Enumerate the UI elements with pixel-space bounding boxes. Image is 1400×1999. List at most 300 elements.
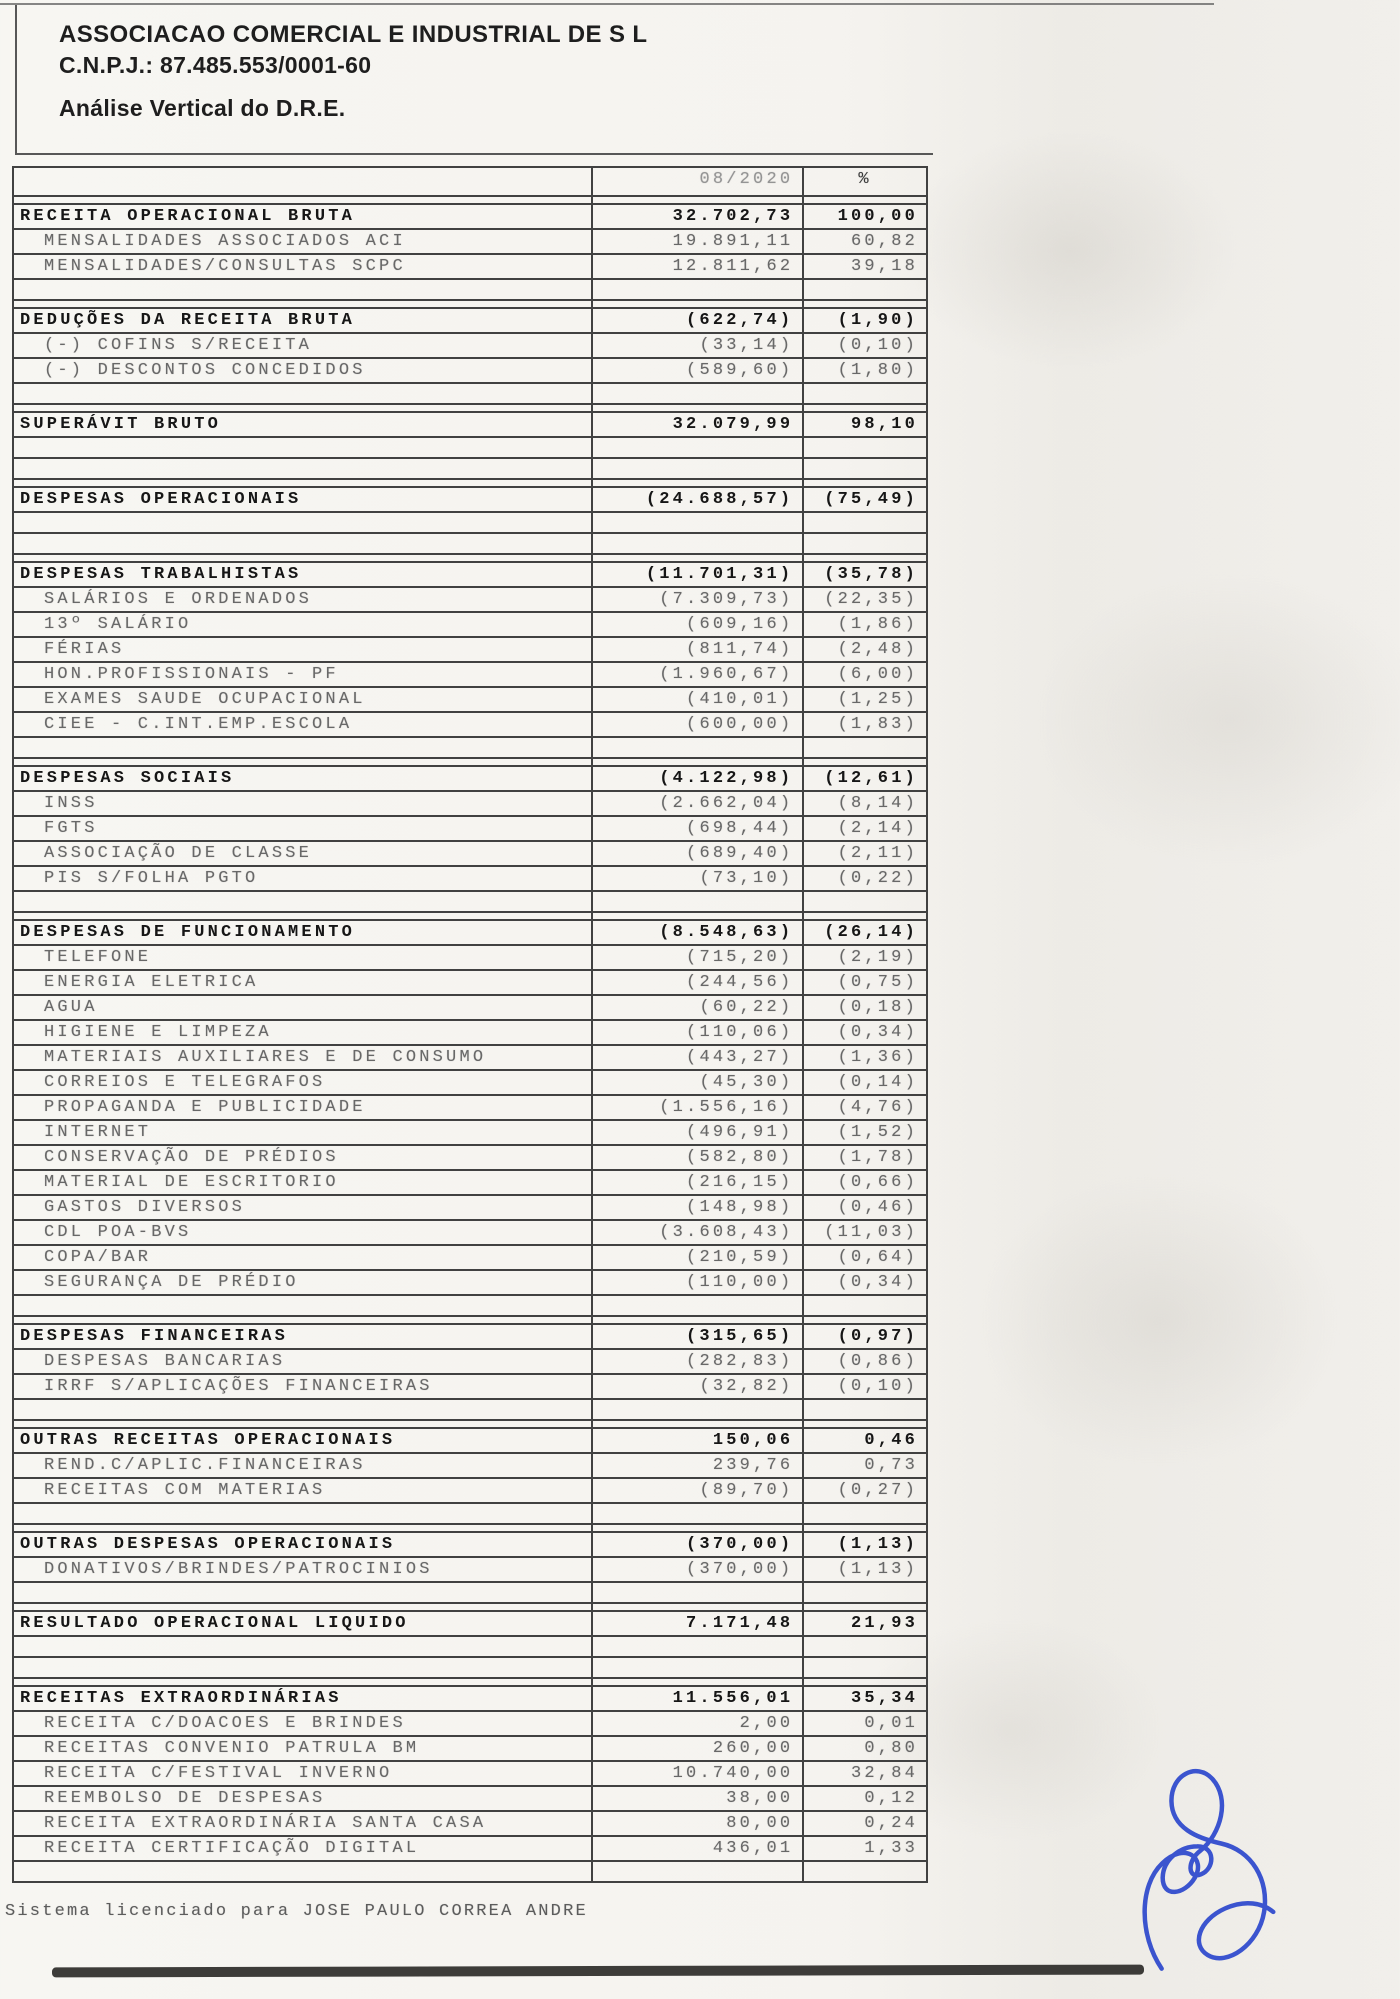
table-row (12, 309, 928, 334)
row-value: (32,82) (591, 1375, 803, 1398)
row-label: DESPESAS TRABALHISTAS (20, 565, 302, 584)
row-value: (622,74) (591, 309, 803, 332)
row-label: RECEITA EXTRAORDINÁRIA SANTA CASA (44, 1814, 487, 1833)
row-value: 32.702,73 (591, 205, 803, 228)
gap-label-cell (14, 1525, 591, 1531)
table-row (12, 688, 928, 713)
row-value: 7.171,48 (591, 1612, 803, 1635)
report-header (15, 5, 933, 155)
row-percent: (0,34) (802, 1021, 926, 1044)
row-percent: (2,19) (802, 946, 926, 969)
row-value: (73,10) (591, 867, 803, 890)
spacer-percent-cell (802, 1583, 926, 1602)
table-row (12, 1737, 928, 1762)
row-value: (1.960,67) (591, 663, 803, 686)
row-value: 10.740,00 (591, 1762, 803, 1785)
table-row (12, 1454, 928, 1479)
table-row (12, 1171, 928, 1196)
spacer-row (12, 459, 928, 480)
row-label: MATERIAL DE ESCRITORIO (44, 1173, 339, 1192)
row-value: (609,16) (591, 613, 803, 636)
row-label: MATERIAIS AUXILIARES E DE CONSUMO (44, 1048, 487, 1067)
gap-label-cell (14, 913, 591, 919)
gap-percent-cell (802, 1679, 926, 1685)
row-percent: 39,18 (802, 255, 926, 278)
spacer-row (12, 1583, 928, 1604)
row-label: PROPAGANDA E PUBLICIDADE (44, 1098, 366, 1117)
table-row (12, 817, 928, 842)
table-row (12, 638, 928, 663)
spacer-percent-cell (802, 1862, 926, 1881)
row-value: (216,15) (591, 1171, 803, 1194)
row-percent: (0,34) (802, 1271, 926, 1294)
spacer-row (12, 280, 928, 301)
row-percent: (2,48) (802, 638, 926, 661)
table-header-empty-cell (14, 168, 591, 195)
row-percent: (11,03) (802, 1221, 926, 1244)
dre-table (12, 166, 928, 1883)
spacer-value-cell (591, 280, 803, 299)
row-label: RECEITA C/DOACOES E BRINDES (44, 1714, 406, 1733)
row-label: OUTRAS DESPESAS OPERACIONAIS (20, 1535, 396, 1554)
spacer-value-cell (591, 738, 803, 757)
spacer-value-cell (591, 1637, 803, 1656)
row-value: 2,00 (591, 1712, 803, 1735)
gap-label-cell (14, 1421, 591, 1427)
row-label: TELEFONE (44, 948, 152, 967)
table-row (12, 205, 928, 230)
row-percent: 98,10 (802, 413, 926, 436)
spacer-label-cell (14, 738, 591, 757)
row-label: DESPESAS DE FUNCIONAMENTO (20, 923, 356, 942)
spacer-percent-cell (802, 280, 926, 299)
gap-percent-cell (802, 1421, 926, 1427)
table-row (12, 792, 928, 817)
row-value: (110,00) (591, 1271, 803, 1294)
row-value: (89,70) (591, 1479, 803, 1502)
table-row (12, 488, 928, 513)
row-value: 19.891,11 (591, 230, 803, 253)
row-value: (148,98) (591, 1196, 803, 1219)
table-row (12, 1837, 928, 1862)
row-label: RECEITA CERTIFICAÇÃO DIGITAL (44, 1839, 420, 1858)
row-value: (45,30) (591, 1071, 803, 1094)
row-percent: 60,82 (802, 230, 926, 253)
row-percent: 0,73 (802, 1454, 926, 1477)
spacer-label-cell (14, 1400, 591, 1419)
row-label: HIGIENE E LIMPEZA (44, 1023, 272, 1042)
row-label: RECEITAS CONVENIO PATRULA BM (44, 1739, 420, 1758)
row-label: SUPERÁVIT BRUTO (20, 415, 222, 434)
row-percent: (2,11) (802, 842, 926, 865)
table-row (12, 1429, 928, 1454)
ruled-gap-row (12, 1317, 928, 1325)
gap-value-cell (591, 913, 803, 919)
row-value: (410,01) (591, 688, 803, 711)
table-row (12, 996, 928, 1021)
row-percent: (0,97) (802, 1325, 926, 1348)
ruled-gap-row (12, 913, 928, 921)
table-header-row (12, 168, 928, 197)
row-value: (315,65) (591, 1325, 803, 1348)
spacer-value-cell (591, 438, 803, 457)
row-percent: 0,46 (802, 1429, 926, 1452)
row-percent: (1,52) (802, 1121, 926, 1144)
row-label: PIS S/FOLHA PGTO (44, 869, 259, 888)
row-value: (811,74) (591, 638, 803, 661)
table-row (12, 1096, 928, 1121)
row-label: (-) DESCONTOS CONCEDIDOS (44, 361, 366, 380)
gap-label-cell (14, 405, 591, 411)
ruled-gap-row (12, 301, 928, 309)
gap-value-cell (591, 1604, 803, 1610)
row-value: (4.122,98) (591, 767, 803, 790)
scan-bottom-edge (52, 1965, 1144, 1978)
row-label: RECEITA OPERACIONAL BRUTA (20, 207, 356, 226)
row-percent: (1,25) (802, 688, 926, 711)
row-value: (2.662,04) (591, 792, 803, 815)
table-row (12, 1146, 928, 1171)
spacer-label-cell (14, 1637, 591, 1656)
gap-percent-cell (802, 913, 926, 919)
gap-value-cell (591, 1525, 803, 1531)
spacer-percent-cell (802, 1658, 926, 1677)
spacer-row (12, 384, 928, 405)
row-value: (600,00) (591, 713, 803, 736)
table-row (12, 921, 928, 946)
spacer-row (12, 1637, 928, 1658)
gap-value-cell (591, 197, 803, 203)
table-row (12, 1246, 928, 1271)
row-percent: 100,00 (802, 205, 926, 228)
spacer-row (12, 1504, 928, 1525)
row-label: IRRF S/APLICAÇÕES FINANCEIRAS (44, 1377, 433, 1396)
row-label: REND.C/APLIC.FINANCEIRAS (44, 1456, 366, 1475)
row-value: (443,27) (591, 1046, 803, 1069)
row-percent: (0,27) (802, 1479, 926, 1502)
row-label: INSS (44, 794, 98, 813)
spacer-value-cell (591, 384, 803, 403)
spacer-label-cell (14, 892, 591, 911)
ruled-gap-row (12, 1604, 928, 1612)
spacer-value-cell (591, 534, 803, 553)
row-percent: 0,80 (802, 1737, 926, 1760)
table-row (12, 713, 928, 738)
row-value: (244,56) (591, 971, 803, 994)
spacer-value-cell (591, 459, 803, 478)
row-value: 80,00 (591, 1812, 803, 1835)
row-percent: (12,61) (802, 767, 926, 790)
row-label: DESPESAS SOCIAIS (20, 769, 235, 788)
row-value: (698,44) (591, 817, 803, 840)
gap-percent-cell (802, 301, 926, 307)
spacer-percent-cell (802, 513, 926, 532)
ruled-gap-row (12, 480, 928, 488)
table-row (12, 1046, 928, 1071)
gap-label-cell (14, 759, 591, 765)
gap-label-cell (14, 301, 591, 307)
spacer-row (12, 1296, 928, 1317)
gap-value-cell (591, 555, 803, 561)
row-percent: (0,66) (802, 1171, 926, 1194)
row-percent: 0,24 (802, 1812, 926, 1835)
row-percent: (1,13) (802, 1558, 926, 1581)
table-row (12, 1325, 928, 1350)
row-label: DONATIVOS/BRINDES/PATROCINIOS (44, 1560, 433, 1579)
table-row (12, 946, 928, 971)
spacer-percent-cell (802, 459, 926, 478)
row-percent: (0,86) (802, 1350, 926, 1373)
row-value: (3.608,43) (591, 1221, 803, 1244)
row-value: (11.701,31) (591, 563, 803, 586)
row-value: 436,01 (591, 1837, 803, 1860)
ruled-gap-row (12, 1525, 928, 1533)
table-row (12, 413, 928, 438)
table-row (12, 1350, 928, 1375)
row-value: 150,06 (591, 1429, 803, 1452)
gap-value-cell (591, 480, 803, 486)
row-label: HON.PROFISSIONAIS - PF (44, 665, 339, 684)
row-value: (370,00) (591, 1533, 803, 1556)
row-label: RESULTADO OPERACIONAL LIQUIDO (20, 1614, 409, 1633)
spacer-row (12, 738, 928, 759)
spacer-percent-cell (802, 892, 926, 911)
spacer-value-cell (591, 1583, 803, 1602)
row-value: 11.556,01 (591, 1687, 803, 1710)
gap-label-cell (14, 555, 591, 561)
table-row (12, 1762, 928, 1787)
gap-percent-cell (802, 759, 926, 765)
table-row (12, 1375, 928, 1400)
table-row (12, 867, 928, 892)
row-label: GASTOS DIVERSOS (44, 1198, 246, 1217)
gap-label-cell (14, 1317, 591, 1323)
gap-value-cell (591, 759, 803, 765)
table-row (12, 1479, 928, 1504)
spacer-percent-cell (802, 534, 926, 553)
row-label: RECEITAS COM MATERIAS (44, 1481, 326, 1500)
license-footer: Sistema licenciado para JOSE PAULO CORREA ANDRE (5, 1902, 588, 1921)
table-row (12, 1558, 928, 1583)
table-row (12, 563, 928, 588)
row-percent: (1,90) (802, 309, 926, 332)
row-label: ENERGIA ELETRICA (44, 973, 259, 992)
spacer-percent-cell (802, 384, 926, 403)
table-row (12, 1071, 928, 1096)
row-label: SALÁRIOS E ORDENADOS (44, 590, 313, 609)
ruled-gap-row (12, 405, 928, 413)
row-label: CORREIOS E TELEGRAFOS (44, 1073, 326, 1092)
table-row (12, 971, 928, 996)
row-percent: (0,64) (802, 1246, 926, 1269)
ruled-gap-row (12, 197, 928, 205)
spacer-label-cell (14, 384, 591, 403)
spacer-row (12, 892, 928, 913)
spacer-label-cell (14, 1862, 591, 1881)
row-percent: (0,46) (802, 1196, 926, 1219)
row-percent: 1,33 (802, 1837, 926, 1860)
spacer-label-cell (14, 438, 591, 457)
row-value: (282,83) (591, 1350, 803, 1373)
row-percent: (0,18) (802, 996, 926, 1019)
table-row (12, 255, 928, 280)
row-percent: 32,84 (802, 1762, 926, 1785)
table-row (12, 1221, 928, 1246)
table-row (12, 1712, 928, 1737)
row-label: FÉRIAS (44, 640, 125, 659)
spacer-value-cell (591, 513, 803, 532)
table-row (12, 1687, 928, 1712)
gap-percent-cell (802, 480, 926, 486)
row-percent: (0,14) (802, 1071, 926, 1094)
row-percent: (4,76) (802, 1096, 926, 1119)
row-label: SEGURANÇA DE PRÉDIO (44, 1273, 299, 1292)
gap-label-cell (14, 197, 591, 203)
row-value: (8.548,63) (591, 921, 803, 944)
row-percent: 21,93 (802, 1612, 926, 1635)
row-percent: (0,75) (802, 971, 926, 994)
table-row (12, 1812, 928, 1837)
gap-percent-cell (802, 1317, 926, 1323)
gap-value-cell (591, 405, 803, 411)
table-row (12, 767, 928, 792)
gap-label-cell (14, 480, 591, 486)
gap-percent-cell (802, 1525, 926, 1531)
row-percent: (6,00) (802, 663, 926, 686)
row-label: DESPESAS BANCARIAS (44, 1352, 286, 1371)
spacer-label-cell (14, 280, 591, 299)
row-value: 12.811,62 (591, 255, 803, 278)
row-percent: (22,35) (802, 588, 926, 611)
row-value: 32.079,99 (591, 413, 803, 436)
gap-percent-cell (802, 555, 926, 561)
row-value: 239,76 (591, 1454, 803, 1477)
spacer-value-cell (591, 892, 803, 911)
signature (1083, 1735, 1304, 1999)
gap-percent-cell (802, 405, 926, 411)
spacer-row (12, 1658, 928, 1679)
gap-value-cell (591, 1421, 803, 1427)
row-percent: (1,78) (802, 1146, 926, 1169)
table-row (12, 334, 928, 359)
row-label: FGTS (44, 819, 98, 838)
row-label: MENSALIDADES/CONSULTAS SCPC (44, 257, 406, 276)
row-label: CONSERVAÇÃO DE PRÉDIOS (44, 1148, 339, 1167)
report-title: Análise Vertical do D.R.E. (59, 95, 346, 121)
row-percent: (1,83) (802, 713, 926, 736)
gap-percent-cell (802, 197, 926, 203)
row-value: (689,40) (591, 842, 803, 865)
row-value: (110,06) (591, 1021, 803, 1044)
spacer-label-cell (14, 1296, 591, 1315)
table-row (12, 230, 928, 255)
spacer-value-cell (591, 1296, 803, 1315)
row-label: COPA/BAR (44, 1248, 152, 1267)
row-value: (582,80) (591, 1146, 803, 1169)
row-label: OUTRAS RECEITAS OPERACIONAIS (20, 1431, 396, 1450)
row-label: DEDUÇÕES DA RECEITA BRUTA (20, 311, 356, 330)
row-percent: (1,86) (802, 613, 926, 636)
signature-stroke (1111, 1761, 1281, 1975)
table-row (12, 842, 928, 867)
row-percent: 35,34 (802, 1687, 926, 1710)
spacer-row (12, 1862, 928, 1883)
row-label: RECEITAS EXTRAORDINÁRIAS (20, 1689, 342, 1708)
table-row (12, 1787, 928, 1812)
row-value: 38,00 (591, 1787, 803, 1810)
table-row (12, 1021, 928, 1046)
spacer-percent-cell (802, 1504, 926, 1523)
spacer-value-cell (591, 1504, 803, 1523)
table-row (12, 1612, 928, 1637)
period-column-header: 08/2020 (591, 168, 803, 195)
row-label: DESPESAS FINANCEIRAS (20, 1327, 289, 1346)
row-label: REEMBOLSO DE DESPESAS (44, 1789, 326, 1808)
ruled-gap-row (12, 555, 928, 563)
row-percent: (8,14) (802, 792, 926, 815)
row-percent: (0,10) (802, 1375, 926, 1398)
ruled-gap-row (12, 1679, 928, 1687)
gap-label-cell (14, 1679, 591, 1685)
row-label: AGUA (44, 998, 98, 1017)
row-percent: 0,01 (802, 1712, 926, 1735)
table-row (12, 1121, 928, 1146)
row-percent: (1,36) (802, 1046, 926, 1069)
row-percent: (0,22) (802, 867, 926, 890)
row-label: ASSOCIAÇÃO DE CLASSE (44, 844, 313, 863)
spacer-percent-cell (802, 1637, 926, 1656)
row-percent: (75,49) (802, 488, 926, 511)
spacer-percent-cell (802, 1400, 926, 1419)
row-label: INTERNET (44, 1123, 152, 1142)
row-label: RECEITA C/FESTIVAL INVERNO (44, 1764, 393, 1783)
row-label: CDL POA-BVS (44, 1223, 192, 1242)
row-percent: (35,78) (802, 563, 926, 586)
row-value: (1.556,16) (591, 1096, 803, 1119)
table-row (12, 663, 928, 688)
row-percent: (0,10) (802, 334, 926, 357)
row-label: MENSALIDADES ASSOCIADOS ACI (44, 232, 406, 251)
ruled-gap-row (12, 759, 928, 767)
row-label: (-) COFINS S/RECEITA (44, 336, 313, 355)
spacer-label-cell (14, 1583, 591, 1602)
row-value: (715,20) (591, 946, 803, 969)
spacer-value-cell (591, 1862, 803, 1881)
row-value: (210,59) (591, 1246, 803, 1269)
spacer-label-cell (14, 534, 591, 553)
percent-column-header: % (802, 168, 926, 195)
table-row (12, 613, 928, 638)
gap-percent-cell (802, 1604, 926, 1610)
company-cnpj: C.N.P.J.: 87.485.553/0001-60 (59, 52, 372, 78)
spacer-value-cell (591, 1400, 803, 1419)
gap-label-cell (14, 1604, 591, 1610)
spacer-label-cell (14, 1504, 591, 1523)
row-percent: 0,12 (802, 1787, 926, 1810)
row-value: (589,60) (591, 359, 803, 382)
gap-value-cell (591, 1679, 803, 1685)
company-name: ASSOCIACAO COMERCIAL E INDUSTRIAL DE S L (59, 21, 648, 48)
table-row (12, 588, 928, 613)
row-value: (496,91) (591, 1121, 803, 1144)
row-label: DESPESAS OPERACIONAIS (20, 490, 302, 509)
table-row (12, 359, 928, 384)
ruled-gap-row (12, 1421, 928, 1429)
spacer-row (12, 438, 928, 459)
row-value: (33,14) (591, 334, 803, 357)
table-row (12, 1196, 928, 1221)
row-label: 13º SALÁRIO (44, 615, 192, 634)
